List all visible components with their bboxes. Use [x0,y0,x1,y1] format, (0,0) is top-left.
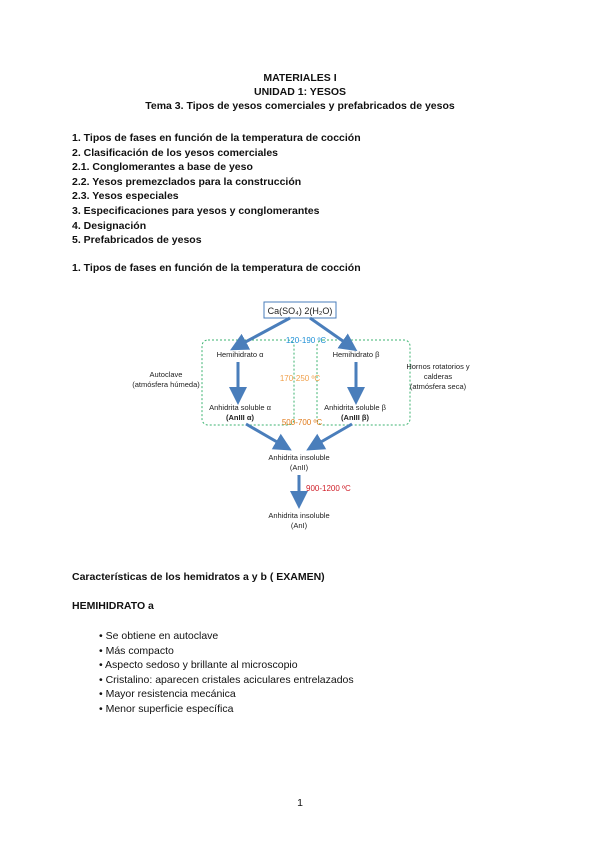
toc-item: 5. Prefabricados de yesos [72,234,202,247]
topic-title: Tema 3. Tipos de yesos comerciales y prefabricados de yesos [145,100,455,112]
course-title: MATERIALES I [263,72,337,84]
list-item: • Más compacto [99,644,174,657]
characteristics-heading: Características de los hemidratos a y b ( EXAMEN) [72,571,325,583]
anh-insoluble-1: Anhidrita insoluble [268,511,330,520]
anh-soluble-alpha: Anhidrita soluble α [209,403,271,412]
toc-item: 4. Designación [72,219,147,232]
hemi-beta-label: Hemihidrato β [332,350,380,359]
anh-insoluble-1-code: (AnI) [290,521,308,530]
anh-soluble-alpha-code: (AnIII α) [226,413,254,422]
list-item: • Cristalino: aparecen cristales aciculares entrelazados [99,673,354,686]
furnace-label-1: Hornos rotatorios y [406,362,470,371]
hemi-alpha-bullets [99,629,354,717]
hemi-alpha-heading: HEMIHIDRATO a [72,600,154,612]
toc-item: 3. Especificaciones para yesos y conglomerantes [72,204,320,217]
arrow-to-alpha [238,318,290,346]
arrow-alpha-to-insoluble [246,424,284,446]
toc-item: 1. Tipos de fases en función de la temperatura de cocción [72,132,361,144]
temp-170-250: 170-250 ºC [279,374,321,383]
toc-item: 2. Clasificación de los yesos comerciales [72,146,279,159]
temp-900-1200: 900-1200 ºC [306,484,351,493]
furnace-label-2: calderas [423,372,453,381]
list-item: • Se obtiene en autoclave [99,630,219,642]
list-item: • Menor superficie específica [99,702,234,715]
anh-soluble-beta-code: (AnIII β) [341,413,369,422]
autoclave-label: Autoclave [149,370,183,379]
toc-item: 2.1. Conglomerantes a base de yeso [72,161,253,174]
toc-item: 2.3. Yesos especiales [72,190,179,203]
anh-soluble-beta: Anhidrita soluble β [324,403,386,412]
anh-insoluble-2-code: (AnII) [289,463,309,472]
formula-text: Ca(SO₄) 2(H₂O) [267,306,333,316]
list-item: • Mayor resistencia mecánica [99,688,236,701]
toc-item: 2.2. Yesos premezclados para la construcción [72,175,302,188]
page-number: 1 [297,797,303,809]
furnace-label-3: (atmósfera seca) [409,382,467,391]
section-1-heading: 1. Tipos de fases en función de la temperatura de cocción [72,262,361,274]
unit-title: UNIDAD 1: YESOS [254,86,346,98]
arrow-beta-to-insoluble [314,424,352,446]
list-item: • Aspecto sedoso y brillante al microscopio [99,659,298,672]
temp-120-190: 120-190 ºC [285,336,327,345]
temp-500-700: 500-700 ºC [281,418,323,427]
hemi-alpha-label: Hemihidrato α [216,350,264,359]
autoclave-atmosphere: (atmósfera húmeda) [132,380,200,389]
anh-insoluble-2: Anhidrita insoluble [268,453,330,462]
